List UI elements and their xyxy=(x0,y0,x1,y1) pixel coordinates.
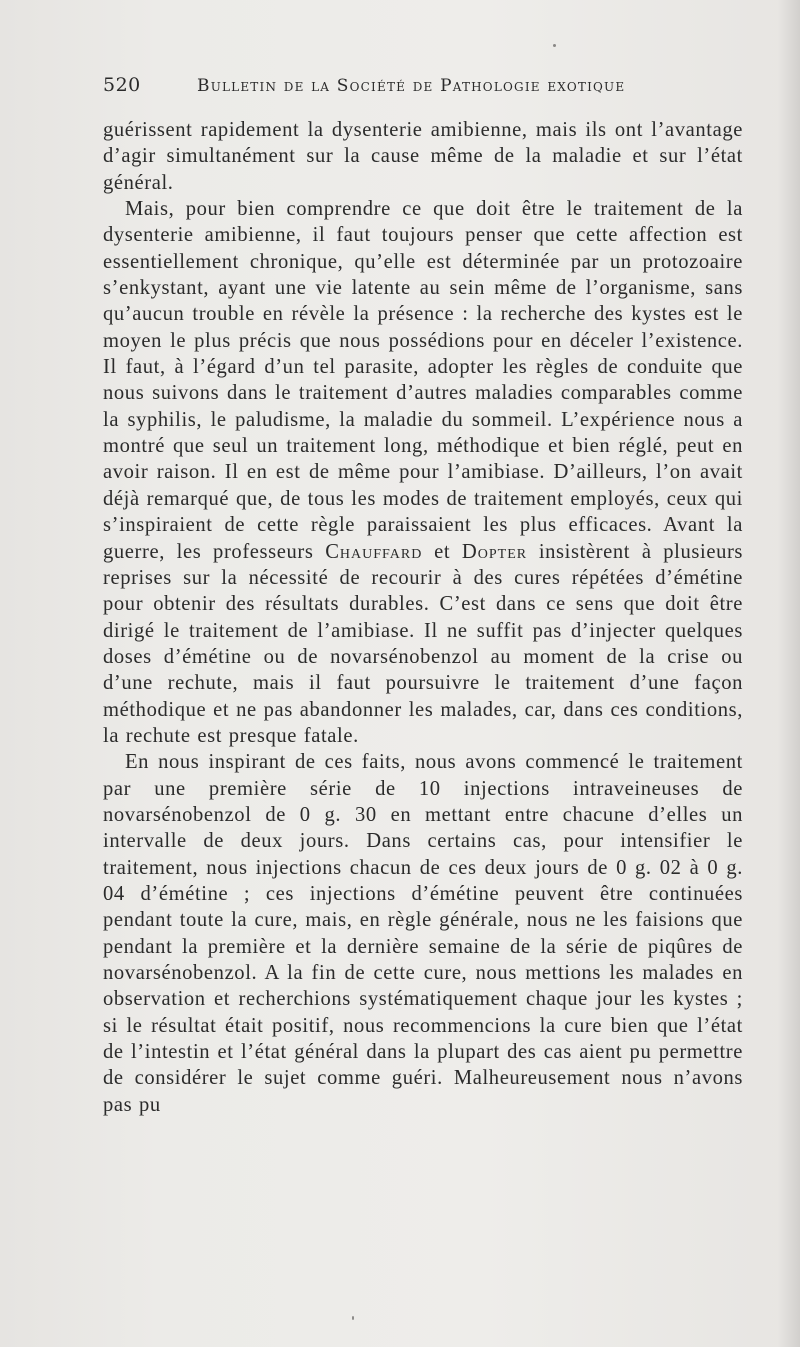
running-head: Bulletin de la Société de Pathologie exotique xyxy=(197,76,626,96)
author-name-dopter: Dopter xyxy=(461,540,528,563)
page-number: 520 xyxy=(103,74,141,96)
paragraph-2-part-2: insistèrent à plusieurs reprises sur la nécessité de recourir à des cures répétées d’émétine pour obtenir des résultats durables. C’est dans ce sens que doit être dirigé le traitement de l’amibiase. Il ne suffit pas d’injecter quelques doses d’émétine ou de novarsénobenzol au moment de la crise ou d’une rechute, mais il faut poursuivre le traitement d’une façon méthodique et ne pas abandonner les malades, car, dans ces conditions, la rechute est presque fatale. xyxy=(103,540,744,747)
paragraph-3: En nous inspirant de ces faits, nous avons commencé le traitement par une première série de 10 injections intraveineuses de novarsénobenzol de 0 g. 30 en mettant entre chacune d’elles un intervalle de deux jours. Dans certains cas, pour intensifier le traitement, nous injections chacun de ces deux jours de 0 g. 02 à 0 g. 04 d’émétine ; ces injections d’émétine peuvent être continuées pendant toute la cure, mais, en règle générale, nous ne les faisions que pendant la première et la dernière semaine de la série de piqûres de novarsénobenzol. A la fin de cette cure, nous mettions les malades en observation et recherchions systématiquement chaque jour les kystes ; si le résultat était positif, nous recommencions la cure bien que l’état de l’intestin et l’état général dans la plupart des cas aient pu permettre de considérer le sujet comme guéri. Malheureusement nous n’avons pas pu xyxy=(103,751,743,1116)
page-header xyxy=(103,74,663,104)
body-text xyxy=(103,117,743,1118)
paragraph-2 xyxy=(103,196,743,749)
scan-speck xyxy=(553,44,556,47)
paragraph-2-part-1: Mais, pour bien comprendre ce que doit être le traitement de la dysenterie amibienne, il faut toujours penser que cette affection est essentiellement chronique, qu’elle est déterminée par un protozoaire s’enkystant, ayant une vie latente au sein même de l’organisme, sans qu’aucun trouble en révèle la présence : la recherche des kystes est le moyen le plus précis que nous possédions pour en déceler l’existence. Il faut, à l’égard d’un tel parasite, adopter les règles de conduite que nous suivons dans le traitement d’autres maladies comparables comme la syphilis, le paludisme, la maladie du sommeil. L’expérience nous a montré que seul un traitement long, méthodique et bien réglé, peut en avoir raison. Il en est de même pour l’amibiase. D’ailleurs, l’on avait déjà remarqué que, de tous les modes de traitement employés, ceux qui s’inspiraient de cette règle paraissaient les plus efficaces. Avant la guerre, les professeurs xyxy=(103,198,743,563)
scan-speck xyxy=(352,1316,354,1320)
page-edge-shadow xyxy=(778,0,800,1347)
paragraph-1: guérissent rapidement la dysenterie amibienne, mais ils ont l’avantage d’agir simultanément sur la cause même de la maladie et sur l’état général. xyxy=(103,119,743,194)
name-connector: et xyxy=(434,540,451,563)
author-name-chauffard: Chauffard xyxy=(325,540,423,563)
